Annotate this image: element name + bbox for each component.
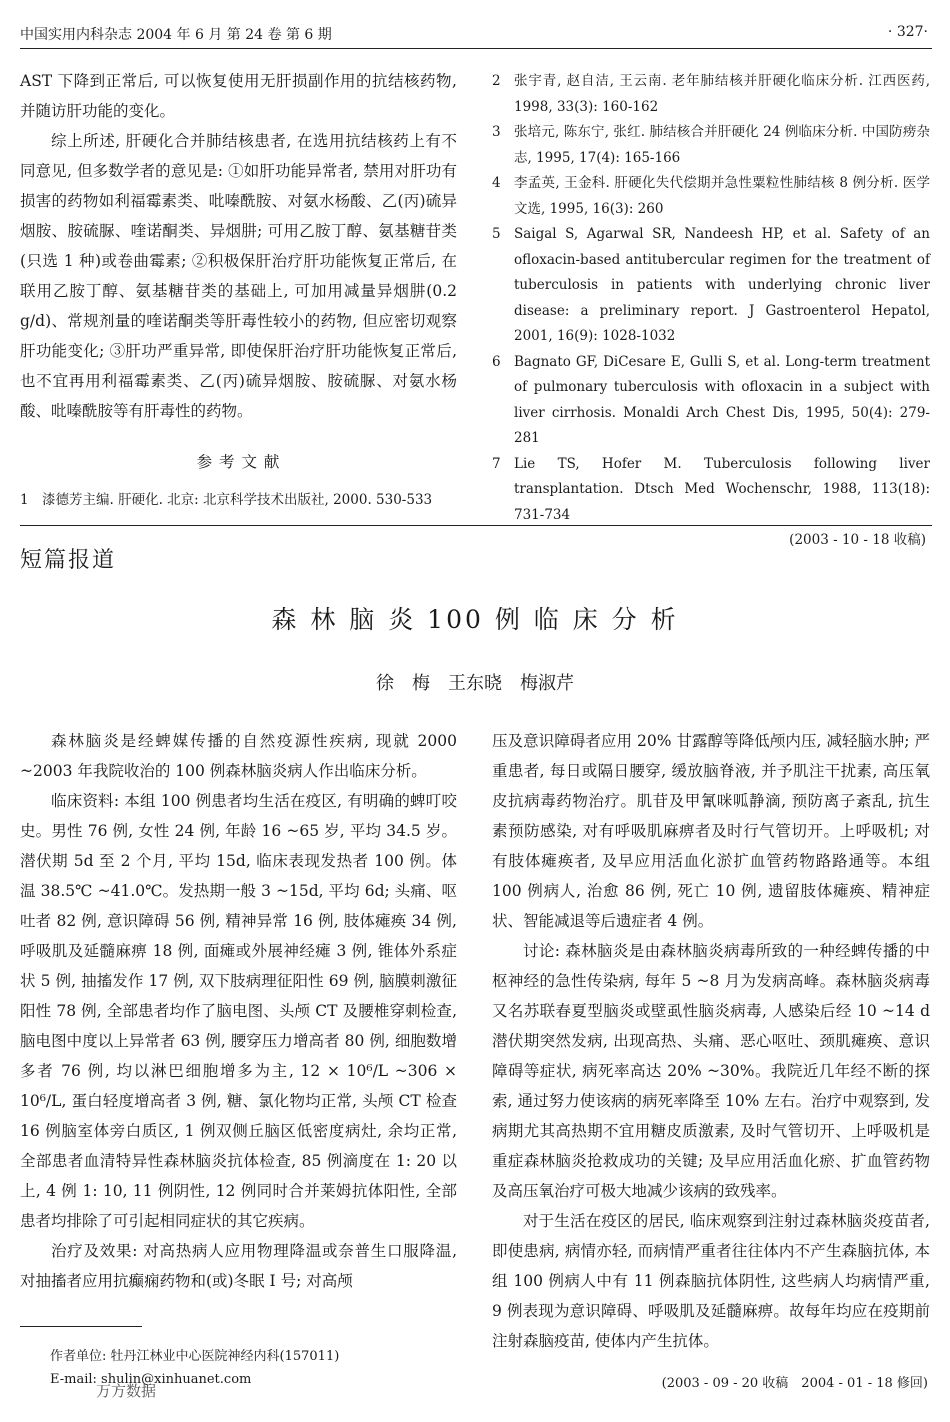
reference-number: 6 — [492, 353, 501, 370]
reference-item — [492, 120, 930, 171]
reference-item — [492, 350, 930, 452]
reference-text: Saigal S, Agarwal SR, Nandeesh HP, et al. Safety of an ofloxacin-based antitubercular regimen for the treatment of tuberculosis in patients with underlying chronic liver disease: a preliminary report. J Gastroenterol Hepatol, 2001, 16(9): 1028-1032 — [514, 226, 930, 344]
footnote-rule — [20, 1326, 142, 1327]
reference-number: 7 — [492, 455, 501, 472]
article-right-column — [492, 726, 930, 1356]
article-paragraph: 讨论: 森林脑炎是由森林脑炎病毒所致的一种经蜱传播的中枢神经的急性传染病, 每年 5 ~8 月为发病高峰。森林脑炎病毒又名苏联春夏型脑炎或壁虱性脑炎病毒, 人感染后经 10 ~14 d 潜伏期突然发病, 出现高热、头痛、恶心呕吐、颈肌瘫痪、意识障碍等症状, 病死率高达 20% ~30%。我院近几年经不断的探索, 通过努力使该病的病死率降至 10% 左右。治疗中观察到, 发病期尤其高热期不宜用糖皮质激素, 及时气管切开、上呼吸机是重症森林脑炎抢救成功的关键; 及早应用活血化瘀、扩血管药物及高压氧治疗可极大地减少该病的致残率。 — [492, 942, 930, 1200]
reference-item — [20, 488, 457, 514]
reference-text: 张培元, 陈东宁, 张红. 肺结核合并肝硬化 24 例临床分析. 中国防痨杂志, 1995, 17(4): 165-166 — [514, 124, 930, 166]
reference-text: Bagnato GF, DiCesare E, Gulli S, et al. Long-term treatment of pulmonary tuberculosis with ofloxacin in a subject with liver cirrhosis. Monaldi Arch Chest Dis, 1995, 50(4): 279-281 — [514, 353, 930, 446]
article-paragraph: 压及意识障碍者应用 20% 甘露醇等降低颅内压, 减轻脑水肿; 严重患者, 每日或隔日腰穿, 缓放脑脊液, 并予肌注干扰素, 高压氧皮抗病毒药物治疗。肌苷及甲氰咪呱静滴, 预防离子紊乱, 抗生素预防感染, 对有呼吸肌麻痹者及时行气管切开。上呼吸机; 对有肢体瘫痪者, 及早应用活血化淤扩血管药物路路通等。本组 100 例病人, 治愈 86 例, 死亡 10 例, 遗留肢体瘫痪、精神症状、智能减退等后遗症者 4 例。 — [492, 732, 930, 930]
reference-text: Lie TS, Hofer M. Tuberculosis following liver transplantation. Dtsch Med Wochenschr, 1988, 113(18): 731-734 — [514, 455, 930, 523]
journal-header: 中国实用内科杂志 2004 年 6 月 第 24 卷 第 6 期 — [20, 27, 332, 43]
article-paragraph: 森林脑炎是经蜱媒传播的自然疫源性疾病, 现就 2000 ~2003 年我院收治的 100 例森林脑炎病人作出临床分析。 — [20, 732, 457, 780]
watermark: 万方数据 — [96, 1382, 157, 1400]
reference-number: 2 — [492, 73, 501, 89]
references-heading: 参 考 文 献 — [196, 453, 281, 471]
page-number: · 327· — [887, 24, 928, 40]
reference-text: 张宇青, 赵自洁, 王云南. 老年肺结核并肝硬化临床分析. 江西医药, 1998, 33(3): 160-162 — [514, 73, 930, 115]
reference-number: 3 — [492, 124, 501, 140]
reference-item — [492, 222, 930, 350]
reference-number: 4 — [492, 175, 501, 191]
reference-list — [492, 69, 930, 554]
prev-paragraph-1: AST 下降到正常后, 可以恢复使用无肝损副作用的抗结核药物, 并随访肝功能的变化。 — [20, 72, 457, 120]
article-paragraph: 临床资料: 本组 100 例患者均生活在疫区, 有明确的蜱叮咬史。男性 76 例, 女性 24 例, 年龄 16 ~65 岁, 平均 34.5 岁。潜伏期 5d 至 2 个月, 平均 15d, 临床表现发热者 100 例。体温 38.5℃ ~41.0℃。发热期一般 3 ~15d, 平均 6d; 头痛、呕吐者 82 例, 意识障碍 56 例, 精神异常 16 例, 肢体瘫痪 34 例, 呼吸肌及延髓麻痹 18 例, 面瘫或外展神经瘫 3 例, 锥体外系症状 5 例, 抽搐发作 17 例, 双下肢病理征阳性 69 例, 脑膜刺激征阳性 78 例, 全部患者均作了脑电图、头颅 CT 及腰椎穿刺检查, 脑电图中度以上异常者 63 例, 腰穿压力增高者 80 例, 细胞数增多者 76 例, 均以淋巴细胞增多为主, 12 × 10⁶/L ~306 × 10⁶/L, 蛋白轻度增高者 3 例, 糖、氯化物均正常, 头颅 CT 检查 16 例脑室体旁白质区, 1 例双侧丘脑区低密度病灶, 余均正常, 全部患者血清特异性森林脑炎抗体检查, 85 例滴度在 1: 20 以上, 4 例 1: 10, 11 例阴性, 12 例同时合并莱姆抗体阳性, 全部患者均排除了可引起相同症状的其它疾病。 — [20, 792, 457, 1230]
reference-text: 李孟英, 王金科. 肝硬化失代偿期并急性粟粒性肺结核 8 例分析. 医学文选, 1995, 16(3): 260 — [514, 175, 930, 217]
article-authors: 徐 梅 王东晓 梅淑芹 — [376, 673, 574, 694]
header-rule — [20, 48, 932, 49]
prev-received-date: (2003 - 10 - 18 收稿) — [789, 532, 926, 548]
article-paragraph: 治疗及效果: 对高热病人应用物理降温或奈普生口服降温, 对抽搐者应用抗癫痫药物和(或)冬眠 Ⅰ 号; 对高颅 — [20, 1242, 457, 1290]
prev-paragraph-2: 综上所述, 肝硬化合并肺结核患者, 在选用抗结核药上有不同意见, 但多数学者的意见是: ①如肝功能异常者, 禁用对肝功有损害的药物如利福霉素类、吡嗪酰胺、对氨水杨酸、乙(丙)硫异烟胺、胺硫脲、喹诺酮类、异烟肼; 可用乙胺丁醇、氨基糖苷类(只选 1 种)或卷曲霉素; ②积极保肝治疗肝功能恢复正常后, 在联用乙胺丁醇、氨基糖苷类的基础上, 可加用减量异烟肼(0.2 g/d)、常规剂量的喹诺酮类等肝毒性较小的药物, 但应密切观察肝功能变化; ③肝功严重异常, 即使保肝治疗肝功能恢复正常后, 也不宜再用利福霉素类、乙(丙)硫异烟胺、胺硫脲、对氨水杨酸、吡嗪酰胺等有肝毒性的药物。 — [20, 132, 457, 420]
article-paragraph: 对于生活在疫区的居民, 临床观察到注射过森林脑炎疫苗者, 即使患病, 病情亦轻, 而病情严重者往往体内不产生森脑抗体, 本组 100 例病人中有 11 例森脑抗体阴性, 这些病人均病情严重, 9 例表现为意识障碍、呼吸肌及延髓麻痹。故每年均应在疫期前注射森脑疫苗, 使体内产生抗体。 — [492, 1212, 930, 1350]
reference-number: 5 — [492, 226, 501, 242]
section-rule — [20, 525, 932, 526]
footnote-email: E-mail: shulin@xinhuanet.com — [50, 1372, 252, 1387]
reference-text: 漆德芳主编. 肝硬化. 北京: 北京科学技术出版社, 2000. 530-533 — [42, 492, 433, 508]
reference-item — [492, 171, 930, 222]
article-received-date: (2003 - 09 - 20 收稿 2004 - 01 - 18 修回) — [661, 1376, 928, 1391]
prev-article-body — [20, 66, 457, 426]
reference-item — [492, 452, 930, 529]
footnote-affiliation: 作者单位: 牡丹江林业中心医院神经内科(157011) — [50, 1349, 340, 1364]
reference-number: 1 — [20, 492, 29, 508]
section-label: 短篇报道 — [20, 548, 117, 573]
article-left-column — [20, 726, 457, 1296]
reference-item — [492, 69, 930, 120]
article-title: 森 林 脑 炎 100 例 临 床 分 析 — [271, 605, 679, 634]
